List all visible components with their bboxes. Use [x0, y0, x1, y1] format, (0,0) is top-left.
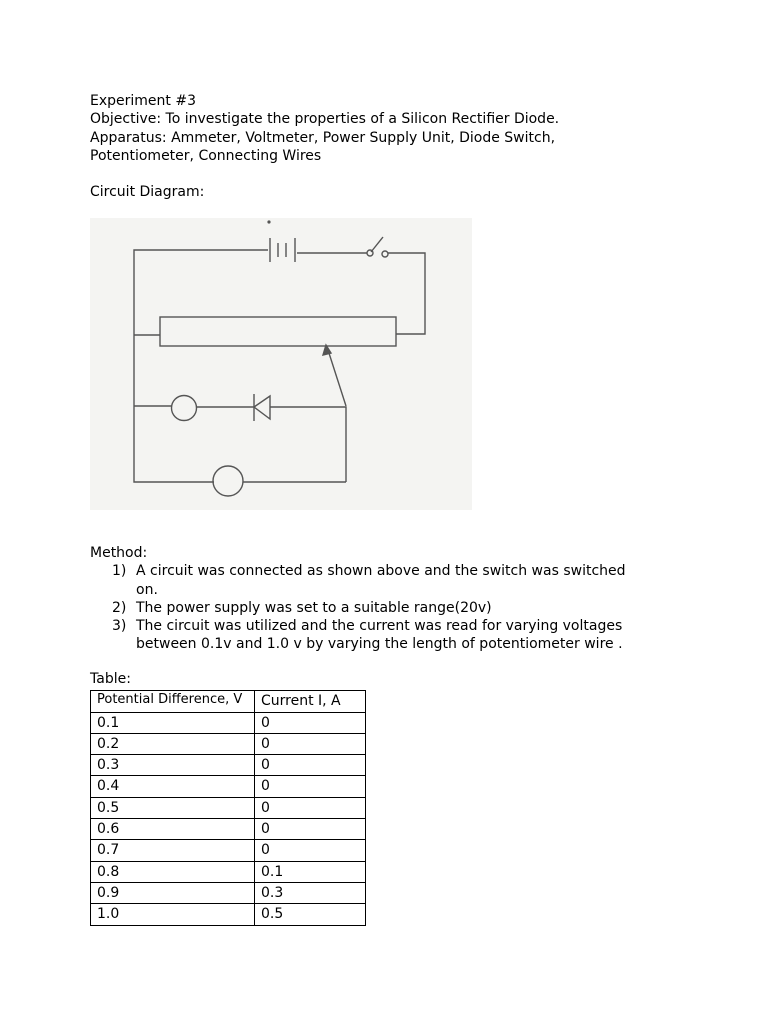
- table-row: [91, 755, 366, 776]
- method-steps-list: [90, 562, 690, 653]
- document-header: [90, 92, 690, 201]
- voltmeter-loop-wire: [134, 406, 214, 482]
- branch-wire-right: [270, 407, 346, 482]
- column-header-potential-difference: Potential Difference, V: [91, 691, 255, 712]
- method-step-text: A circuit was connected as shown above and the switch was switched: [136, 563, 626, 580]
- method-step: [90, 599, 690, 617]
- current-cell: 0: [255, 712, 366, 733]
- voltage-cell: 0.4: [91, 776, 255, 797]
- slider-contact: [328, 350, 346, 406]
- table-header-row: [91, 691, 366, 712]
- switch-lever: [371, 237, 383, 252]
- method-step-text: on.: [136, 581, 158, 598]
- circuit-diagram: [90, 218, 472, 510]
- table-row: [91, 882, 366, 903]
- apparatus-text-line1: Apparatus: Ammeter, Voltmeter, Power Supply Unit, Diode Switch,: [90, 129, 556, 146]
- battery-marker-dot: [268, 221, 270, 223]
- voltage-cell: 0.9: [91, 882, 255, 903]
- voltage-cell: 0.6: [91, 819, 255, 840]
- data-table: [90, 690, 366, 925]
- table-row: [91, 797, 366, 818]
- current-cell: 0: [255, 840, 366, 861]
- method-heading: Method:: [90, 545, 148, 561]
- voltmeter: [213, 466, 243, 496]
- top-wire-left: [134, 250, 268, 406]
- method-step-number: 1): [112, 563, 127, 580]
- current-cell: 0.1: [255, 861, 366, 882]
- method-section: [90, 544, 690, 654]
- circuit-diagram-drawing: [90, 218, 472, 510]
- voltage-cell: 1.0: [91, 904, 255, 925]
- table-row: [91, 904, 366, 925]
- diode-triangle: [254, 396, 270, 419]
- method-step-number: 2): [112, 599, 127, 616]
- method-step-text: The circuit was utilized and the current was read for varying voltages: [136, 618, 623, 635]
- method-step-number: 3): [112, 618, 127, 635]
- current-cell: 0: [255, 733, 366, 754]
- voltage-cell: 0.1: [91, 712, 255, 733]
- table-row: [91, 861, 366, 882]
- table-row: [91, 819, 366, 840]
- table-row: [91, 840, 366, 861]
- method-step: [90, 617, 690, 654]
- method-step-text: between 0.1v and 1.0 v by varying the length of potentiometer wire .: [136, 636, 623, 653]
- apparatus-text-line2: Potentiometer, Connecting Wires: [90, 147, 322, 164]
- table-row: [91, 733, 366, 754]
- ammeter: [172, 396, 197, 421]
- column-header-current: Current I, A: [255, 691, 366, 712]
- table-row: [91, 712, 366, 733]
- table-section: [90, 670, 366, 926]
- current-cell: 0.5: [255, 904, 366, 925]
- table-heading: Table:: [90, 671, 131, 687]
- potentiometer-bar: [160, 317, 396, 346]
- switch-terminal-right: [382, 251, 388, 257]
- circuit-diagram-heading: Circuit Diagram:: [90, 184, 205, 201]
- voltage-cell: 0.8: [91, 861, 255, 882]
- current-cell: 0: [255, 797, 366, 818]
- table-row: [91, 776, 366, 797]
- top-wire-right: [388, 253, 425, 334]
- current-cell: 0: [255, 776, 366, 797]
- voltage-cell: 0.7: [91, 840, 255, 861]
- current-cell: 0: [255, 819, 366, 840]
- method-step-text: The power supply was set to a suitable range(20v): [136, 599, 492, 616]
- method-step: [90, 562, 690, 599]
- voltage-cell: 0.5: [91, 797, 255, 818]
- voltage-cell: 0.2: [91, 733, 255, 754]
- current-cell: 0.3: [255, 882, 366, 903]
- objective-text: Objective: To investigate the properties of a Silicon Rectifier Diode.: [90, 111, 560, 128]
- voltage-cell: 0.3: [91, 755, 255, 776]
- current-cell: 0: [255, 755, 366, 776]
- experiment-title: Experiment #3: [90, 93, 196, 109]
